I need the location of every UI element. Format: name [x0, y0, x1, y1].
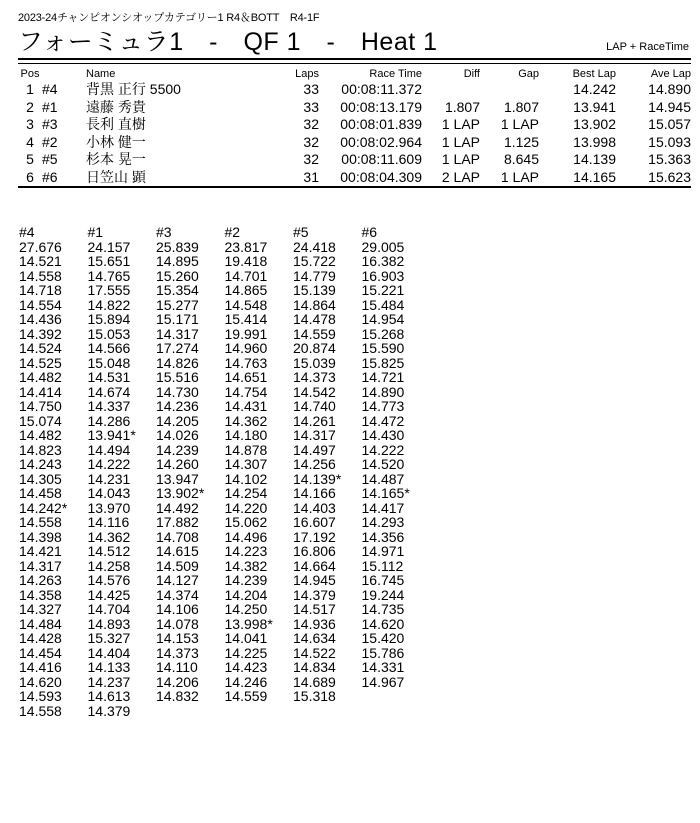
lap-time-cell: 14.558 — [19, 267, 62, 284]
lap-time-cell: 14.554 — [19, 296, 62, 313]
lap-time-cell: 14.317 — [19, 557, 62, 574]
lap-time-cell: 14.593 — [19, 688, 62, 704]
result-kart-no: #1 — [42, 98, 58, 115]
result-race-time: 00:08:04.309 — [340, 168, 422, 185]
lap-time-cell: 17.882 — [156, 514, 199, 530]
lap-time-cell: 15.516 — [156, 369, 199, 385]
result-row — [18, 151, 691, 169]
col-header-gap: Gap — [518, 68, 539, 80]
lap-times-grid — [19, 225, 430, 718]
lap-time-cell: 16.806 — [293, 543, 336, 559]
lap-column-driver: #4 — [19, 224, 35, 240]
lap-time-cell: 14.967 — [361, 673, 405, 690]
lap-time-cell: 14.165* — [361, 485, 410, 501]
lap-time-cell: 14.404 — [87, 644, 131, 661]
result-pos: 1 — [26, 81, 34, 97]
lap-time-cell: 14.689 — [293, 673, 336, 690]
lap-time-cell: 14.878 — [224, 441, 268, 458]
lap-time-cell: 14.517 — [293, 601, 336, 617]
lap-time-cell: 15.053 — [87, 325, 131, 342]
lap-time-cell: 14.740 — [293, 398, 336, 414]
lap-time-cell: 14.398 — [19, 528, 62, 545]
result-ave-lap: 15.057 — [648, 116, 691, 133]
lap-time-cell: 15.268 — [361, 325, 405, 342]
lap-time-cell: 14.246 — [224, 673, 268, 690]
report-title: フォーミュラ1 - QF 1 - Heat 1 — [18, 28, 438, 56]
lap-time-cell: 15.112 — [361, 557, 404, 574]
lap-time-cell: 14.482 — [19, 369, 62, 385]
lap-time-cell: 14.331 — [361, 659, 405, 675]
lap-time-cell: 14.239 — [156, 441, 199, 458]
lap-time-cell: 14.436 — [19, 311, 62, 327]
result-race-time: 00:08:01.839 — [340, 116, 422, 133]
lap-time-cell: 15.825 — [361, 354, 405, 371]
results-header-row — [18, 67, 691, 81]
lap-time-cell: 14.379 — [293, 586, 336, 603]
lap-time-cell: 24.157 — [87, 238, 131, 255]
lap-time-cell: 14.512 — [87, 543, 131, 559]
lap-time-cell: 14.620 — [361, 615, 405, 632]
result-laps: 31 — [303, 168, 319, 185]
lap-time-cell: 14.225 — [224, 644, 268, 661]
col-header-no — [42, 67, 86, 81]
lap-time-cell: 14.307 — [224, 456, 268, 472]
lap-time-cell: 19.244 — [361, 586, 405, 603]
lap-time-cell: 14.566 — [87, 340, 131, 356]
lap-column — [156, 225, 225, 718]
lap-time-cell: 14.773 — [361, 398, 405, 414]
lap-column — [88, 225, 157, 718]
lap-time-cell: 14.542 — [293, 383, 336, 400]
lap-time-cell: 14.613 — [87, 688, 131, 704]
lap-time-cell: 14.239 — [224, 572, 268, 588]
lap-time-cell: 14.664 — [293, 557, 336, 574]
lap-time-cell: 14.865 — [224, 282, 268, 298]
result-kart-no: #4 — [42, 81, 58, 97]
lap-time-cell: 14.954 — [361, 311, 405, 327]
result-ave-lap: 14.945 — [648, 98, 691, 115]
lap-time-cell: 14.317 — [293, 427, 336, 443]
lap-time-cell: 14.708 — [156, 528, 199, 545]
lap-time-cell: 14.559 — [224, 688, 268, 704]
lap-time-cell: 14.674 — [87, 383, 131, 400]
lap-time-cell: 14.250 — [224, 601, 268, 617]
result-race-time: 00:08:13.179 — [340, 98, 422, 115]
lap-time-cell: 14.243 — [19, 456, 62, 472]
lap-time-cell: 14.260 — [156, 456, 199, 472]
result-race-time: 00:08:02.964 — [340, 133, 422, 150]
lap-time-cell: 14.293 — [361, 514, 405, 530]
lap-time-cell: 15.722 — [293, 253, 336, 269]
lap-time-cell: 14.204 — [224, 586, 268, 603]
lap-time-cell: 14.494 — [87, 441, 131, 458]
lap-time-cell: 14.721 — [361, 369, 405, 385]
result-best-lap: 13.902 — [573, 116, 616, 133]
lap-time-cell: 15.277 — [156, 296, 199, 313]
lap-time-cell: 14.620 — [19, 673, 62, 690]
lap-time-cell: 14.231 — [87, 470, 131, 487]
lap-time-cell: 14.520 — [361, 456, 405, 472]
lap-time-cell: 14.223 — [224, 543, 268, 559]
lap-time-cell: 20.874 — [293, 340, 336, 356]
lap-time-cell: 23.817 — [224, 238, 268, 255]
lap-time-cell: 14.895 — [156, 253, 199, 269]
result-pos: 3 — [26, 116, 34, 133]
lap-time-cell: 14.425 — [87, 586, 131, 603]
lap-time-cell: 15.048 — [87, 354, 131, 371]
lap-time-cell: 14.522 — [293, 644, 336, 661]
lap-time-cell: 14.206 — [156, 673, 199, 690]
lap-time-cell: 14.421 — [19, 543, 62, 559]
lap-time-cell: 14.403 — [293, 499, 336, 516]
result-gap — [480, 81, 539, 99]
result-row — [18, 99, 691, 117]
lap-time-cell: 14.414 — [19, 383, 62, 400]
result-driver-name: 日笠山 顕 — [86, 168, 146, 185]
lap-time-cell: 14.261 — [293, 412, 336, 429]
lap-time-cell: 15.651 — [87, 253, 131, 269]
result-laps: 32 — [303, 116, 319, 133]
result-pos: 4 — [26, 133, 34, 150]
lap-time-cell: 14.487 — [361, 470, 405, 487]
lap-time-cell: 14.826 — [156, 354, 199, 371]
lap-time-cell: 14.153 — [156, 630, 199, 646]
result-pos: 5 — [26, 151, 34, 168]
lap-time-cell: 14.890 — [361, 383, 405, 400]
result-diff: 1 LAP — [441, 151, 480, 168]
lap-time-cell: 14.392 — [19, 325, 62, 342]
lap-time-cell: 14.220 — [224, 499, 268, 516]
col-header-pos: Pos — [20, 68, 40, 80]
result-laps: 32 — [303, 133, 319, 150]
lap-time-cell: 14.832 — [156, 688, 199, 704]
lap-time-cell: 13.998* — [224, 615, 273, 632]
lap-time-cell: 14.558 — [19, 514, 62, 530]
result-kart-no: #5 — [42, 151, 58, 168]
lap-time-cell: 29.005 — [361, 238, 405, 255]
result-row — [18, 169, 691, 187]
result-race-time: 00:08:11.609 — [341, 151, 422, 168]
lap-time-cell: 14.458 — [19, 485, 62, 501]
lap-time-cell: 15.354 — [156, 282, 199, 298]
result-diff: 1 LAP — [441, 133, 480, 150]
result-laps: 33 — [303, 98, 319, 115]
lap-time-cell: 14.222 — [361, 441, 405, 458]
lap-time-cell: 14.373 — [156, 644, 199, 661]
result-pos: 2 — [26, 98, 34, 115]
lap-time-cell: 14.254 — [224, 485, 268, 501]
result-race-time: 00:08:11.372 — [341, 81, 422, 97]
result-pos: 6 — [26, 168, 34, 185]
result-laps: 32 — [303, 151, 319, 168]
lap-time-cell: 14.043 — [87, 485, 131, 501]
lap-time-cell: 14.893 — [87, 615, 131, 632]
result-ave-lap: 15.093 — [648, 133, 691, 150]
lap-time-cell: 14.971 — [361, 543, 405, 559]
col-header-name: Name — [86, 68, 116, 80]
lap-time-cell: 14.423 — [224, 659, 268, 675]
result-diff — [422, 81, 480, 99]
lap-column-driver: #5 — [293, 224, 309, 240]
lap-time-cell: 14.263 — [19, 572, 62, 588]
result-best-lap: 14.139 — [573, 151, 616, 168]
lap-time-cell: 14.258 — [87, 557, 131, 574]
col-header-laps: Laps — [295, 68, 319, 80]
lap-time-cell: 15.062 — [224, 514, 268, 530]
lap-column-driver: #2 — [224, 224, 241, 240]
lap-time-cell: 14.531 — [87, 369, 131, 385]
lap-time-cell: 14.305 — [19, 470, 62, 487]
lap-time-cell: 14.615 — [156, 543, 199, 559]
lap-time-cell: 27.676 — [19, 238, 62, 255]
lap-column — [225, 225, 294, 718]
result-row — [18, 134, 691, 152]
lap-time-cell: 14.651 — [224, 369, 268, 385]
lap-time-cell: 14.286 — [87, 412, 131, 429]
lap-time-cell: 14.525 — [19, 354, 62, 371]
lap-time-cell: 14.701 — [224, 267, 268, 284]
lap-time-cell: 14.133 — [87, 659, 131, 675]
lap-column-driver: #3 — [156, 224, 172, 240]
lap-time-cell: 14.704 — [87, 601, 131, 617]
lap-time-cell: 14.041 — [224, 630, 268, 646]
lap-time-cell: 14.472 — [361, 412, 405, 429]
result-ave-lap: 15.363 — [648, 151, 691, 168]
lap-time-cell: 15.894 — [87, 311, 131, 327]
result-laps: 33 — [303, 81, 319, 97]
lap-time-cell: 14.416 — [19, 659, 62, 675]
lap-time-cell: 15.786 — [361, 644, 405, 661]
lap-time-cell: 14.256 — [293, 456, 336, 472]
lap-time-cell: 24.418 — [293, 238, 336, 255]
result-best-lap: 13.998 — [573, 133, 616, 150]
lap-time-cell: 14.327 — [19, 601, 62, 617]
lap-time-cell: 14.337 — [87, 398, 131, 414]
lap-time-cell: 14.317 — [156, 325, 199, 342]
lap-time-cell: 14.180 — [224, 427, 268, 443]
result-ave-lap: 14.890 — [648, 81, 691, 97]
lap-column-driver: #6 — [361, 224, 378, 240]
result-driver-name: 遠藤 秀貴 — [86, 98, 146, 115]
lap-time-cell: 14.750 — [19, 398, 62, 414]
lap-time-cell: 14.417 — [361, 499, 405, 516]
lap-time-cell: 14.754 — [224, 383, 268, 400]
result-diff: 1 LAP — [441, 116, 480, 133]
lap-time-cell: 14.548 — [224, 296, 268, 313]
result-driver-name: 小林 健一 — [86, 133, 146, 150]
lap-time-cell: 19.418 — [224, 253, 268, 269]
lap-time-cell: 14.373 — [293, 369, 336, 385]
lap-time-cell: 19.991 — [224, 325, 268, 342]
lap-time-cell: 14.496 — [224, 528, 268, 545]
lap-time-cell: 14.936 — [293, 615, 336, 632]
lap-time-cell: 13.902* — [156, 485, 205, 501]
lap-time-cell: 14.945 — [293, 572, 336, 588]
result-best-lap: 13.941 — [573, 98, 616, 115]
lap-time-cell: 14.116 — [87, 514, 130, 530]
lap-time-cell: 14.102 — [224, 470, 268, 487]
lap-time-cell: 14.497 — [293, 441, 336, 458]
lap-time-cell: 15.221 — [361, 282, 405, 298]
result-ave-lap: 15.623 — [648, 168, 691, 185]
col-header-diff: Diff — [463, 68, 480, 80]
results-table — [18, 67, 691, 187]
lap-time-cell: 13.970 — [87, 499, 131, 516]
lap-time-cell: 14.521 — [19, 253, 62, 269]
lap-time-cell: 14.718 — [19, 282, 62, 298]
col-header-ave-lap: Ave Lap — [650, 68, 691, 80]
lap-time-cell: 14.205 — [156, 412, 199, 429]
result-best-lap: 14.242 — [573, 81, 616, 97]
lap-column — [293, 225, 362, 718]
lap-time-cell: 14.428 — [19, 630, 62, 646]
lap-time-cell: 14.236 — [156, 398, 199, 414]
lap-column — [362, 225, 431, 718]
lap-time-cell: 25.839 — [156, 238, 199, 255]
lap-time-cell: 15.590 — [361, 340, 405, 356]
lap-time-cell: 14.634 — [293, 630, 336, 646]
lap-time-cell: 16.607 — [293, 514, 336, 530]
lap-time-cell: 14.492 — [156, 499, 199, 516]
lap-time-cell: 14.026 — [156, 427, 199, 443]
lap-time-cell: 14.822 — [87, 296, 131, 313]
lap-time-cell: 14.559 — [293, 325, 336, 342]
result-gap: 1.807 — [503, 98, 539, 115]
lap-time-cell: 14.078 — [156, 615, 199, 632]
lap-time-cell: 14.478 — [293, 311, 336, 327]
result-gap: 1 LAP — [500, 168, 539, 185]
lap-time-cell: 15.318 — [293, 688, 336, 704]
lap-time-cell: 13.947 — [156, 470, 199, 487]
col-header-best-lap: Best Lap — [572, 68, 616, 80]
lap-column-driver: #1 — [87, 224, 104, 240]
lap-time-cell: 14.576 — [87, 572, 131, 588]
lap-time-cell: 14.362 — [87, 528, 131, 545]
result-driver-name: 杉本 晃一 — [86, 151, 146, 168]
lap-column — [19, 225, 88, 718]
lap-time-cell: 15.260 — [156, 267, 199, 284]
title-rule — [18, 58, 691, 60]
lap-time-cell: 14.127 — [156, 572, 199, 588]
lap-time-cell: 15.327 — [87, 630, 131, 646]
lap-time-cell: 14.242* — [19, 499, 68, 516]
lap-time-cell: 14.222 — [87, 456, 131, 472]
result-kart-no: #2 — [42, 133, 58, 150]
lap-time-cell: 14.374 — [156, 586, 199, 603]
lap-time-cell: 14.735 — [361, 601, 405, 617]
lap-time-cell: 15.039 — [293, 354, 336, 371]
lap-time-cell: 15.074 — [19, 412, 62, 429]
lap-time-cell: 14.524 — [19, 340, 62, 356]
lap-time-cell: 14.362 — [224, 412, 268, 429]
result-diff: 1.807 — [444, 98, 480, 115]
result-gap: 1.125 — [503, 133, 539, 150]
lap-time-cell: 14.430 — [361, 427, 405, 443]
lap-time-cell: 14.356 — [361, 528, 405, 545]
lap-time-cell: 16.903 — [361, 267, 405, 284]
lap-time-cell: 14.454 — [19, 644, 62, 661]
lap-time-cell: 13.941* — [87, 427, 136, 443]
lap-time-cell: 14.431 — [224, 398, 268, 414]
report-type-label: LAP + RaceTime — [606, 41, 689, 53]
lap-time-cell: 17.192 — [293, 528, 336, 545]
lap-time-cell: 14.358 — [19, 586, 62, 603]
lap-time-cell: 16.745 — [361, 572, 405, 588]
lap-time-cell: 14.864 — [293, 296, 336, 313]
lap-time-cell: 14.382 — [224, 557, 268, 574]
lap-time-cell: 16.382 — [361, 253, 405, 269]
lap-time-cell: 14.730 — [156, 383, 199, 400]
lap-time-cell: 14.139* — [293, 470, 342, 487]
report-subtitle: 2023-24チャンピオンシオップカテゴリー1 R4＆BOTT R4-1F — [18, 12, 320, 24]
lap-time-cell: 14.237 — [87, 673, 131, 690]
result-kart-no: #3 — [42, 116, 58, 133]
header-rule — [18, 63, 691, 64]
result-row — [18, 116, 691, 134]
lap-time-cell: 14.482 — [19, 427, 62, 443]
lap-time-cell: 14.166 — [293, 485, 336, 501]
lap-time-cell: 14.558 — [19, 702, 62, 719]
result-gap: 1 LAP — [500, 116, 539, 133]
lap-time-cell: 15.484 — [361, 296, 405, 313]
lap-time-cell: 15.171 — [156, 311, 199, 327]
lap-time-cell: 14.823 — [19, 441, 62, 458]
result-row — [18, 81, 691, 99]
lap-time-cell: 14.834 — [293, 659, 336, 675]
result-best-lap: 14.165 — [573, 168, 616, 185]
result-kart-no: #6 — [42, 168, 58, 185]
lap-time-cell: 14.484 — [19, 615, 62, 632]
lap-time-cell: 14.106 — [156, 601, 199, 617]
lap-time-cell: 14.379 — [87, 702, 131, 719]
lap-time-cell: 15.420 — [361, 630, 405, 646]
result-diff: 2 LAP — [441, 168, 480, 185]
lap-time-cell: 15.414 — [224, 311, 268, 327]
result-gap: 8.645 — [503, 151, 539, 168]
lap-time-cell: 17.555 — [87, 282, 131, 298]
lap-time-cell: 14.763 — [224, 354, 268, 371]
result-driver-name: 長利 直樹 — [86, 116, 146, 133]
lap-time-cell: 17.274 — [156, 340, 199, 356]
lap-time-cell: 14.960 — [224, 340, 268, 356]
results-bottom-rule — [18, 186, 691, 188]
lap-time-cell: 14.110 — [156, 659, 198, 675]
lap-time-cell: 15.139 — [293, 282, 336, 298]
lap-time-cell: 14.509 — [156, 557, 199, 574]
col-header-race-time: Race Time — [369, 68, 422, 80]
result-driver-name: 背黒 正行 5500 — [86, 81, 181, 97]
lap-time-cell: 14.779 — [293, 267, 336, 284]
lap-time-cell: 14.765 — [87, 267, 131, 284]
